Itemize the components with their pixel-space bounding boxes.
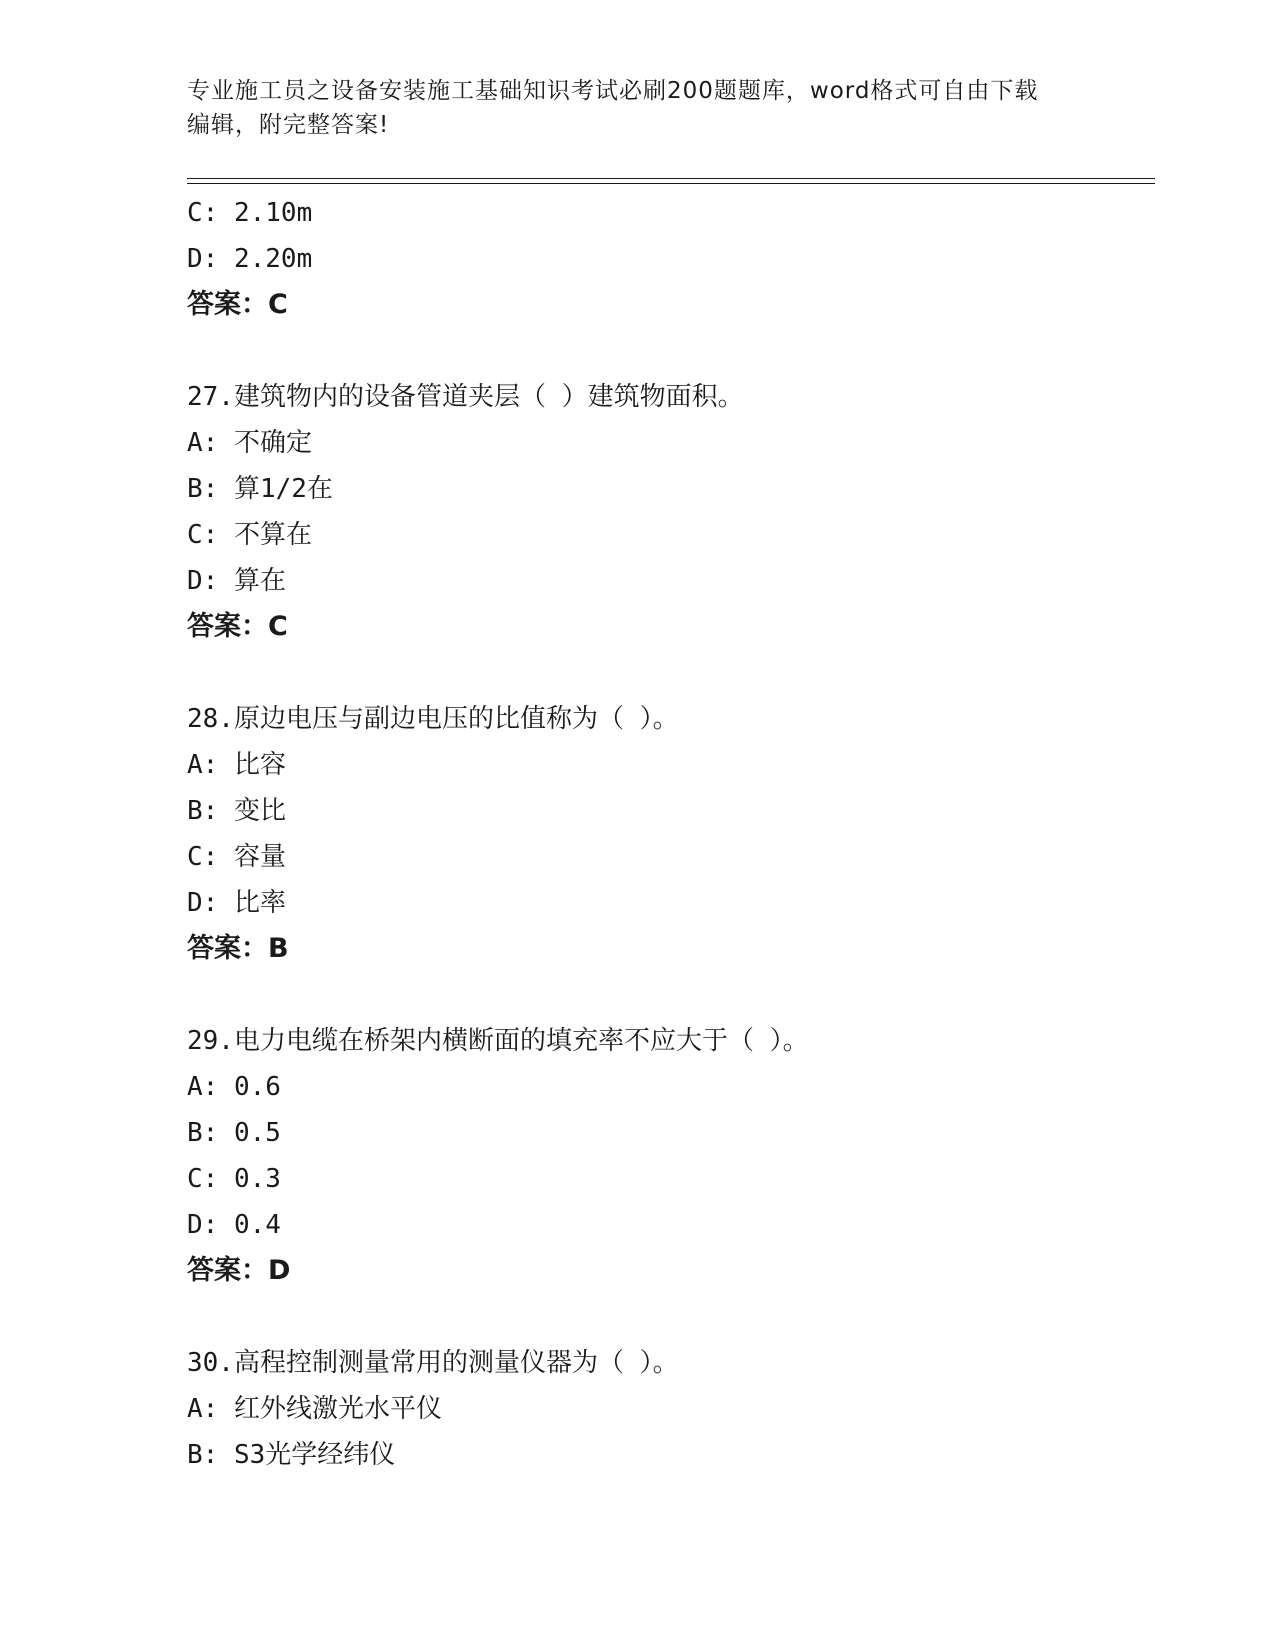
question-27 (187, 374, 1155, 650)
question-list (187, 190, 1155, 1478)
question-29 (187, 1018, 1155, 1294)
option-a: A: 0.6 (187, 1072, 281, 1102)
option-b: B: 变比 (187, 796, 286, 826)
option-a: A: 比容 (187, 750, 286, 780)
option-a: A: 红外线激光水平仪 (187, 1394, 442, 1424)
option-c: C: 不算在 (187, 520, 312, 550)
option-d: D: 算在 (187, 566, 286, 596)
spacer (187, 650, 1155, 696)
answer-line: 答案：C (187, 289, 288, 320)
option-a: A: 不确定 (187, 428, 312, 458)
question-28 (187, 696, 1155, 972)
answer-line: 答案：D (187, 1255, 291, 1286)
question-text: 28.原边电压与副边电压的比值称为（ ）。 (187, 704, 679, 734)
question-text: 30.高程控制测量常用的测量仪器为（ ）。 (187, 1348, 679, 1378)
header-title-line-1: 专业施工员之设备安装施工基础知识考试必刷200题题库，word格式可自由下载 (187, 78, 1039, 104)
option-b: B: 算1/2在 (187, 474, 333, 504)
question-text: 27.建筑物内的设备管道夹层（ ）建筑物面积。 (187, 382, 744, 412)
header-title-line-2: 编辑，附完整答案! (187, 112, 390, 138)
spacer (187, 1294, 1155, 1340)
option-b: B: S3光学经纬仪 (187, 1440, 396, 1470)
option-c: C: 容量 (187, 842, 286, 872)
option-d: D: 2.20m (187, 244, 313, 274)
option-d: D: 0.4 (187, 1210, 281, 1240)
spacer (187, 972, 1155, 1018)
option-c: C: 2.10m (187, 198, 313, 228)
spacer (187, 328, 1155, 374)
answer-line: 答案：B (187, 933, 289, 964)
question-text: 29.电力电缆在桥架内横断面的填充率不应大于（ ）。 (187, 1026, 809, 1056)
document-header (187, 74, 1087, 142)
header-divider-bottom (187, 183, 1155, 184)
question-30 (187, 1340, 1155, 1478)
option-d: D: 比率 (187, 888, 286, 918)
header-divider-top (187, 178, 1155, 179)
answer-line: 答案：C (187, 611, 288, 642)
option-b: B: 0.5 (187, 1118, 281, 1148)
question-fragment (187, 190, 1155, 328)
option-c: C: 0.3 (187, 1164, 281, 1194)
